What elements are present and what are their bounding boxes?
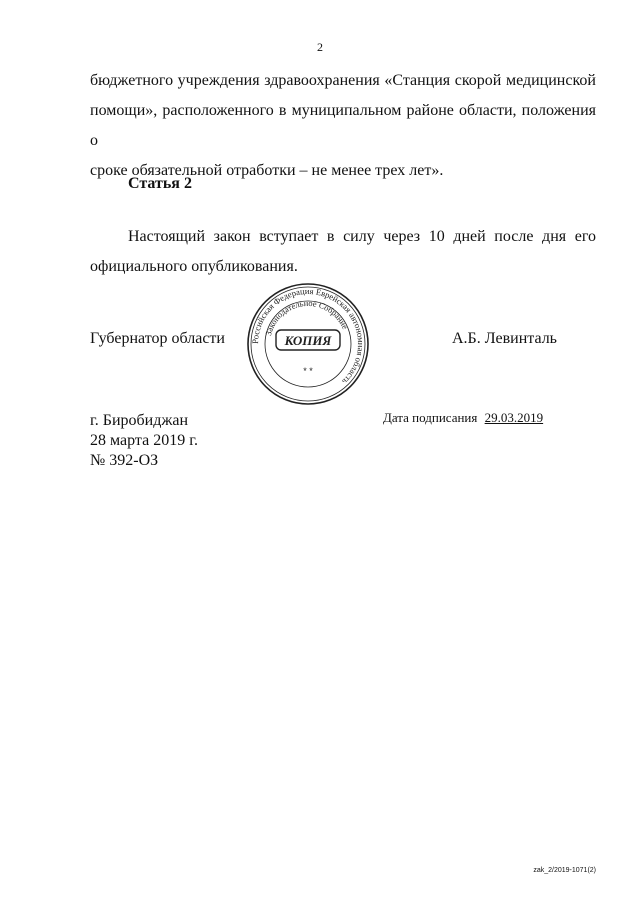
seal-center-text: КОПИЯ [284, 333, 332, 348]
signer-name: А.Б. Левинталь [452, 330, 557, 347]
paragraph-line: помощи», расположенного в муниципальном районе области, положения о [90, 102, 596, 149]
paragraph-line: бюджетного учреждения здравоохранения «Станция скорой медицинской [90, 72, 596, 89]
place-of-signing: г. Биробиджан [90, 412, 189, 429]
seal-outer-text: Российская Федерация Еврейская автономная область [249, 285, 367, 387]
paragraph-effective-date [90, 222, 596, 282]
seal-graphic [246, 282, 370, 406]
signing-date [383, 410, 543, 426]
signing-date-label: Дата подписания [383, 410, 478, 425]
law-date: 28 марта 2019 г. [90, 432, 198, 449]
seal-stars: * * [303, 366, 313, 376]
signing-date-value: 29.03.2019 [484, 410, 544, 425]
article-heading: Статья 2 [128, 175, 192, 192]
seal-inner-text: Законодательное Собрание [264, 298, 350, 337]
law-number: № 392-ОЗ [90, 452, 159, 469]
paragraph-line: официального опубликования. [90, 258, 298, 275]
page-number: 2 [317, 40, 323, 54]
official-seal [246, 282, 370, 406]
paragraph-continuation [90, 66, 596, 186]
signer-title: Губернатор области [90, 330, 225, 347]
paragraph-line: Настоящий закон вступает в силу через 10 дней после дня его [128, 228, 596, 245]
paragraph-line: сроке обязательной отработки – не менее трех лет». [90, 162, 444, 179]
document-code: zak_2/2019-1071(2) [533, 867, 596, 874]
